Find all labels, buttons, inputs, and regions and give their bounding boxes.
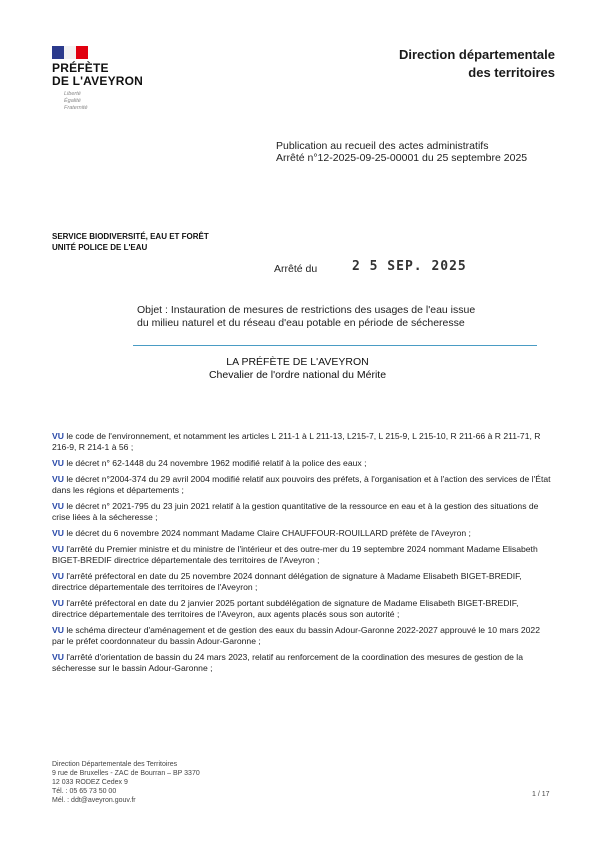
vu-keyword: VU bbox=[52, 458, 64, 468]
republic-flag-logo bbox=[52, 46, 88, 59]
vu-text: le schéma directeur d'aménagement et de gestion des eaux du bassin Adour-Garonne 2022-2027 approuvé le 10 mars 2022 par le préfet coordonnateur du bassin Adour-Garonne ; bbox=[52, 625, 540, 646]
objet-line2: du milieu naturel et du réseau d'eau potable en période de sécheresse bbox=[137, 317, 465, 329]
date-stamp: 2 5 SEP. 2025 bbox=[352, 259, 467, 274]
flag-blue-stripe bbox=[52, 46, 64, 59]
vu-keyword: VU bbox=[52, 501, 64, 511]
vu-item bbox=[52, 544, 552, 566]
motto-fraternite: Fraternité bbox=[64, 105, 88, 111]
footer-line: 9 rue de Bruxelles - ZAC de Bourran – BP 3370 bbox=[52, 770, 200, 777]
objet-block bbox=[137, 304, 557, 330]
prefete-line2: Chevalier de l'ordre national du Mérite bbox=[208, 369, 387, 381]
vu-text: l'arrêté du Premier ministre et du ministre de l'intérieur et des outre-mer du 19 septembre 2024 nommant Madame Elisabeth BIGET-BREDIF directrice départementale des territoires de l'Aveyron ; bbox=[52, 544, 538, 565]
vu-item bbox=[52, 474, 552, 496]
vu-text: le décret n° 62-1448 du 24 novembre 1962 modifié relatif à la police des eaux ; bbox=[66, 458, 367, 468]
vu-keyword: VU bbox=[52, 571, 64, 581]
vu-list bbox=[52, 431, 552, 679]
publication-line1: Publication au recueil des actes administratifs bbox=[276, 140, 489, 152]
prefecture-logo-name bbox=[52, 62, 143, 88]
service-header bbox=[52, 231, 209, 253]
vu-keyword: VU bbox=[52, 652, 64, 662]
direction-title bbox=[399, 46, 555, 82]
service-line2: UNITÉ POLICE DE L'EAU bbox=[52, 243, 148, 252]
objet-line1: Objet : Instauration de mesures de restrictions des usages de l'eau issue bbox=[137, 304, 476, 316]
vu-text: le décret du 6 novembre 2024 nommant Madame Claire CHAUFFOUR-ROUILLARD préfète de l'Aveyron ; bbox=[66, 528, 471, 538]
footer-email: Mél. : ddt@aveyron.gouv.fr bbox=[52, 797, 136, 804]
page-number: 1 / 17 bbox=[532, 791, 550, 798]
footer-line: Direction Départementale des Territoires bbox=[52, 761, 178, 768]
vu-item bbox=[52, 625, 552, 647]
vu-keyword: VU bbox=[52, 431, 64, 441]
prefete-header bbox=[0, 356, 595, 382]
vu-keyword: VU bbox=[52, 625, 64, 635]
vu-text: le décret n° 2021-795 du 23 juin 2021 relatif à la gestion quantitative de la ressource en eau et à la gestion des situations de crise liées à la sécheresse ; bbox=[52, 501, 539, 522]
prefete-line1: LA PRÉFÈTE DE L'AVEYRON bbox=[226, 356, 369, 368]
arrete-label: Arrêté du bbox=[274, 263, 318, 275]
vu-keyword: VU bbox=[52, 544, 64, 554]
vu-item bbox=[52, 431, 552, 453]
vu-item bbox=[52, 652, 552, 674]
vu-keyword: VU bbox=[52, 528, 64, 538]
vu-item bbox=[52, 458, 552, 469]
vu-text: le décret n°2004-374 du 29 avril 2004 modifié relatif aux pouvoirs des préfets, à l'organisation et à l'action des services de l'État dans les régions et départements ; bbox=[52, 474, 551, 495]
direction-line1: Direction départementale bbox=[398, 47, 555, 62]
logo-line2: DE L'AVEYRON bbox=[52, 74, 144, 88]
service-line1: SERVICE BIODIVERSITÉ, EAU ET FORÊT bbox=[52, 232, 209, 241]
flag-white-stripe bbox=[64, 46, 76, 59]
vu-text: l'arrêté préfectoral en date du 2 janvier 2025 portant subdélégation de signature de Madame Elisabeth BIGET-BREDIF, directrice départementale des territoires de l'Aveyron, aux agents placés sous son autorité ; bbox=[52, 598, 519, 619]
vu-keyword: VU bbox=[52, 474, 64, 484]
logo-line1: PRÉFÈTE bbox=[52, 61, 109, 75]
footer-line: 12 033 RODEZ Cedex 9 bbox=[52, 779, 128, 786]
flag-red-stripe bbox=[76, 46, 88, 59]
vu-item bbox=[52, 528, 552, 539]
vu-item bbox=[52, 571, 552, 593]
vu-keyword: VU bbox=[52, 598, 64, 608]
objet-divider bbox=[133, 345, 537, 346]
publication-header bbox=[276, 140, 527, 164]
motto-liberte: Liberté bbox=[64, 91, 81, 97]
vu-text: l'arrêté préfectoral en date du 25 novembre 2024 donnant délégation de signature à Madame Elisabeth BIGET-BREDIF, directrice départementale des territoires de l'Aveyron ; bbox=[52, 571, 522, 592]
direction-line2: des territoires bbox=[468, 65, 555, 80]
vu-item bbox=[52, 598, 552, 620]
motto-egalite: Égalité bbox=[64, 98, 81, 104]
footer-address bbox=[52, 760, 200, 805]
footer-line: Tél. : 05 65 73 50 00 bbox=[52, 788, 117, 795]
vu-text: le code de l'environnement, et notamment les articles L 211-1 à L 211-13, L215-7, L 215-9, L 215-10, R 211-66 à R 211-71, R 216-9, R 214-1 à 56 ; bbox=[52, 431, 541, 452]
vu-item bbox=[52, 501, 552, 523]
logo-motto bbox=[64, 91, 88, 112]
publication-line2: Arrêté n°12-2025-09-25-00001 du 25 septembre 2025 bbox=[276, 152, 528, 164]
vu-text: l'arrêté d'orientation de bassin du 24 mars 2023, relatif au renforcement de la coordination des mesures de gestion de la sécheresse sur le bassin Adour-Garonne ; bbox=[52, 652, 523, 673]
